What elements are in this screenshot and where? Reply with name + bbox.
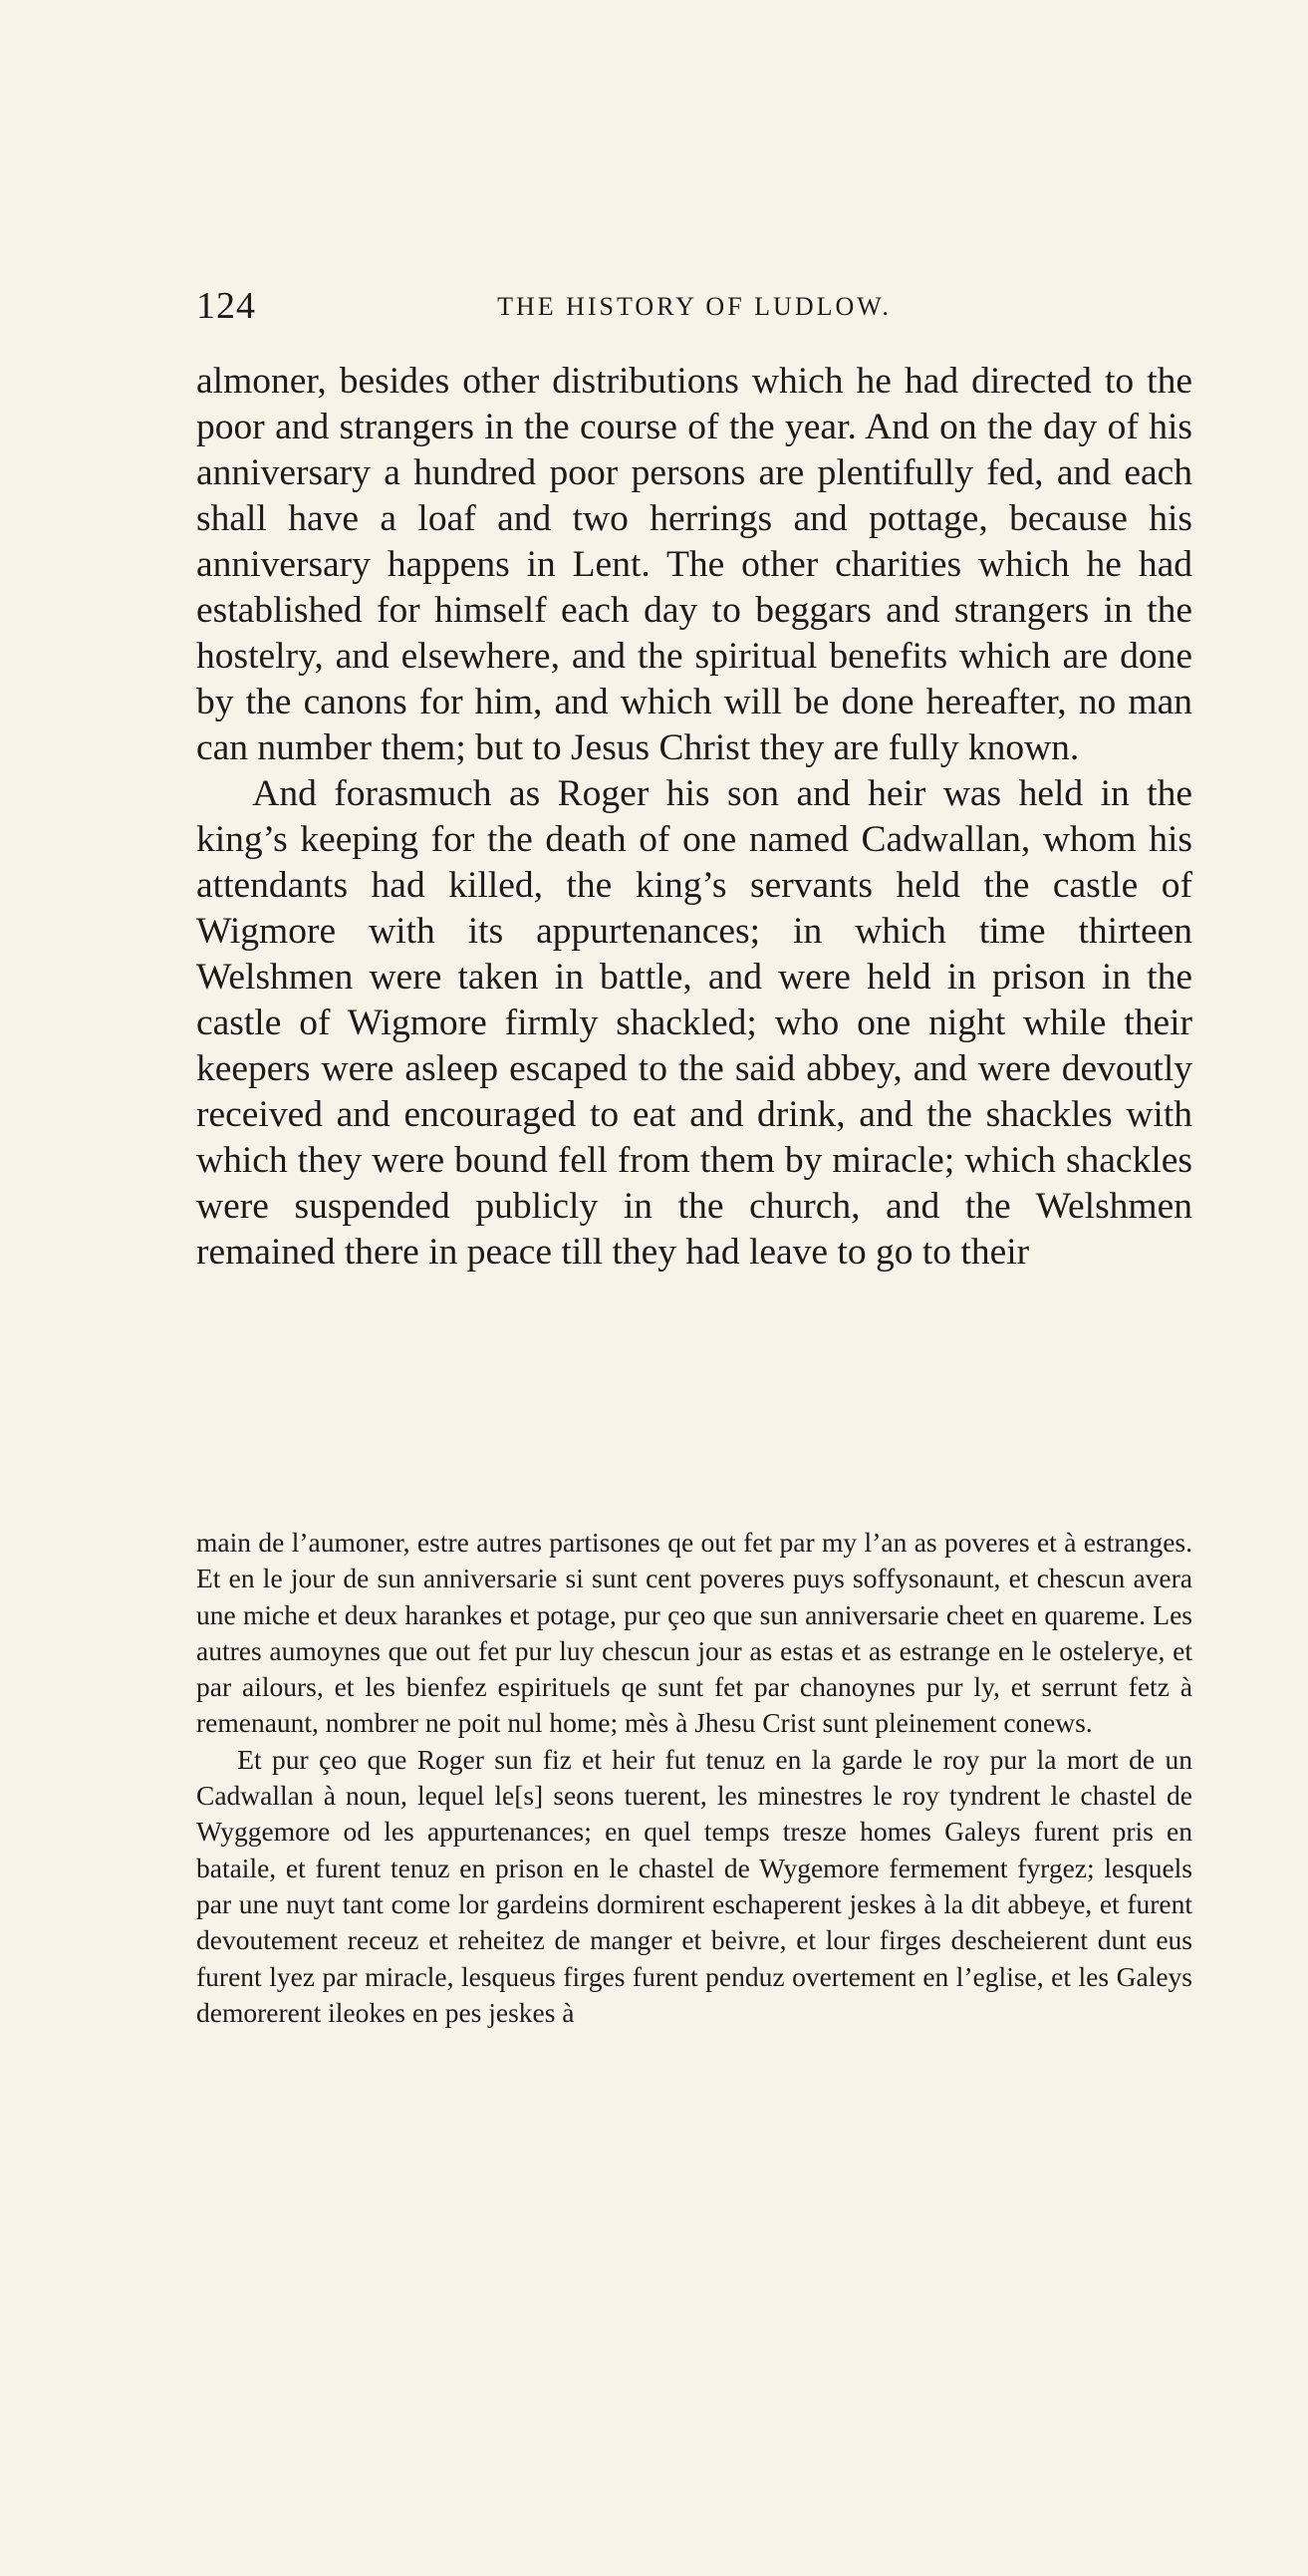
main-paragraph: almoner, besides other distributions which he had directed to the poor and strangers in the course of the year. And on the day of his anniversary a hundred poor persons are plentifully fed, and each shall have a loaf and two herrings and pottage, because his anniversary happens in Lent. The other charities which he had established for himself each day to beggars and strangers in the hostelry, and elsewhere, and the spiritual benefits which are done by the canons for him, and which will be done hereafter, no man can number them; but to Jesus Christ they are fully known.: [196, 361, 1192, 768]
main-text: [196, 359, 1192, 1276]
main-paragraph: And forasmuch as Roger his son and heir was held in the king’s keeping for the death of one named Cadwallan, whom his attendants had killed, the king’s servants held the castle of Wigmore with its appurtenances; in which time thirteen Welshmen were taken in battle, and were held in prison in the castle of Wigmore firmly shackled; who one night while their keepers were asleep escaped to the said abbey, and were devoutly received and encouraged to eat and drink, and the shackles with which they were bound fell from them by miracle; which shackles were suspended publicly in the church, and the Welshmen remained there in peace till they had leave to go to their: [196, 773, 1192, 1273]
footnote-original-text: [196, 1525, 1192, 2031]
running-title: THE HISTORY OF LUDLOW.: [497, 292, 892, 321]
page-number: 124: [196, 285, 256, 327]
footnote-paragraph: Et pur çeo que Roger sun fiz et heir fut tenuz en la garde le roy pur la mort de un Cadwallan à noun, lequel le[s] seons tuerent, les minestres le roy tyndrent le chastel de Wyggemore od les appurtenances; en quel temps tresze homes Galeys furent pris en bataile, et furent tenuz en prison en le chastel de Wygemore fermement fyrgez; lesquels par une nuyt tant come lor gardeins dormirent eschaperent jeskes à la dit abbeye, et furent devoutement receuz et reheitez de manger et beivre, et lour firges descheierent dunt eus furent lyez par miracle, lesqueus firges furent penduz overtement en l’eglise, et les Galeys demorerent ileokes en pes jeskes à: [196, 1743, 1192, 2028]
page-header: [196, 284, 1192, 334]
footnote-paragraph: main de l’aumoner, estre autres partisones qe out fet par my l’an as poveres et à estranges. Et en le jour de sun anniversarie si sunt cent poveres puys soffysonaunt, et chescun avera une miche et deux harankes et potage, pur çeo que sun anniversarie cheet en quareme. Les autres aumoynes que out fet pur luy chescun jour as estas et as estrange en le osteleryе, et par ailours, et les bienfez espirituels qe sunt fet par chanoynes pur ly, et serrunt fetz à remenaunt, nombrer ne poit nul home; mès à Jhesu Crist sunt pleinement conews.: [196, 1527, 1192, 1739]
